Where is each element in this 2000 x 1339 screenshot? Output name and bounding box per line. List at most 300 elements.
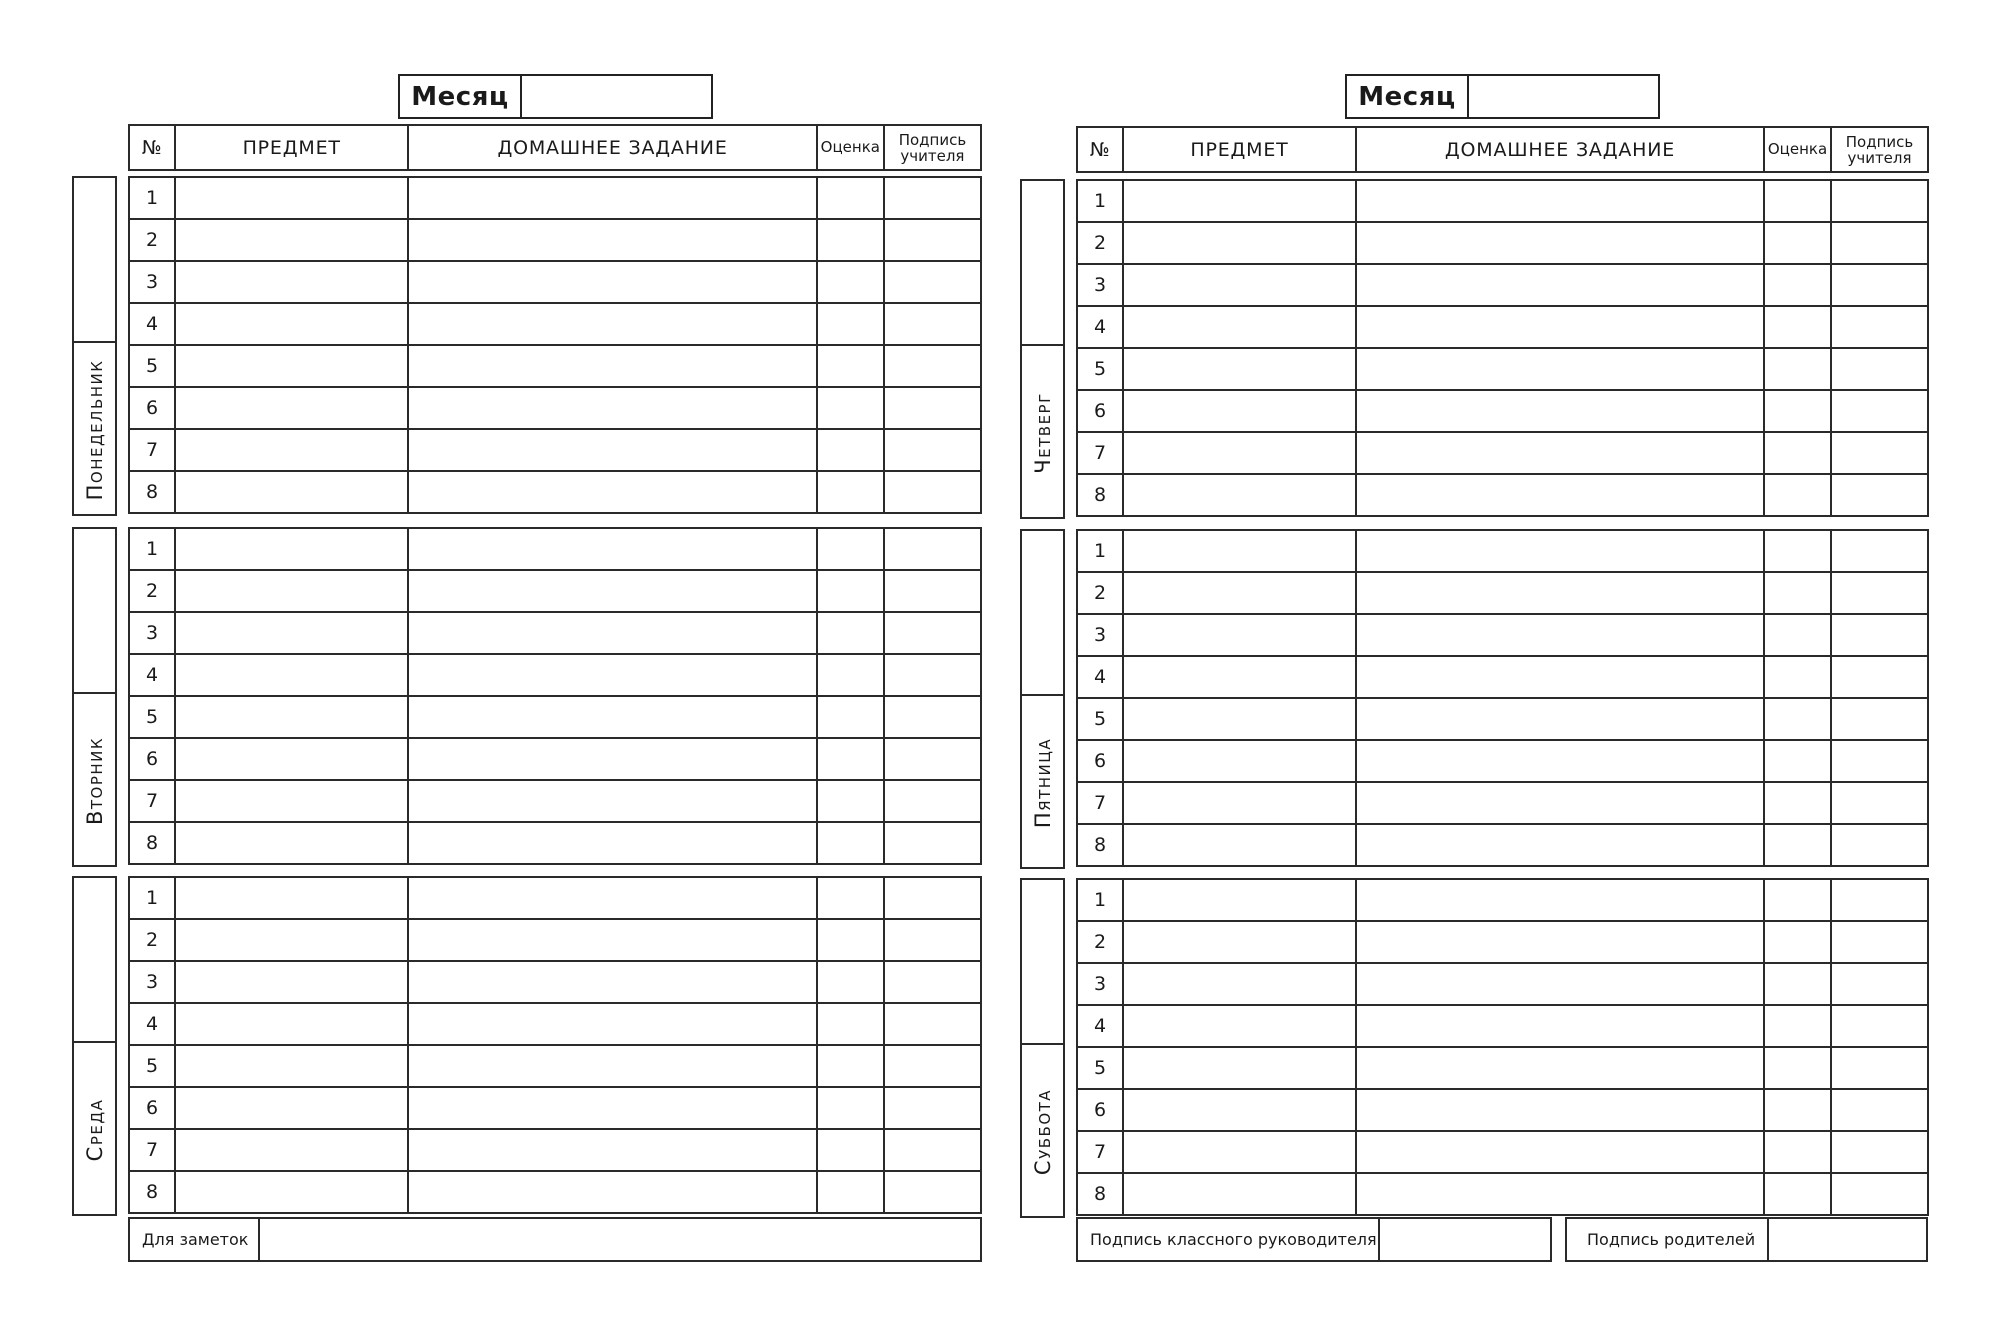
teacher-signature-cell[interactable] — [1831, 1131, 1928, 1173]
subject-cell[interactable] — [175, 1087, 408, 1129]
teacher-signature-cell[interactable] — [1831, 1047, 1928, 1089]
grade-cell[interactable] — [1764, 180, 1831, 222]
lesson-row — [129, 345, 981, 387]
lesson-row — [129, 654, 981, 696]
homework-cell[interactable] — [408, 1003, 816, 1045]
grade-cell[interactable] — [817, 387, 884, 429]
header-teacher-signature — [884, 125, 981, 170]
subject-cell[interactable] — [175, 177, 408, 219]
teacher-signature-cell[interactable] — [1831, 306, 1928, 348]
homework-cell[interactable] — [408, 471, 816, 513]
day-tab — [72, 527, 117, 867]
subject-cell[interactable] — [1123, 698, 1356, 740]
grade-cell[interactable] — [1764, 921, 1831, 963]
lesson-number: 4 — [129, 654, 175, 696]
grade-cell[interactable] — [1764, 390, 1831, 432]
grade-cell[interactable] — [817, 1003, 884, 1045]
grade-cell[interactable] — [817, 961, 884, 1003]
lesson-number: 3 — [129, 612, 175, 654]
grade-cell[interactable] — [1764, 782, 1831, 824]
teacher-signature-cell[interactable] — [1831, 698, 1928, 740]
header-subject: ПРЕДМЕТ — [1123, 127, 1356, 172]
lesson-number: 4 — [129, 1003, 175, 1045]
subject-cell[interactable] — [1123, 740, 1356, 782]
parents-signature-input[interactable] — [1769, 1219, 1926, 1260]
teacher-signature-cell[interactable] — [884, 1129, 981, 1171]
day-tab-divider — [74, 1041, 115, 1043]
grade-cell[interactable] — [1764, 1047, 1831, 1089]
homework-cell[interactable] — [1356, 1173, 1764, 1215]
grade-cell[interactable] — [1764, 572, 1831, 614]
subject-cell[interactable] — [175, 471, 408, 513]
grade-cell[interactable] — [817, 528, 884, 570]
grade-cell[interactable] — [817, 219, 884, 261]
teacher-signature-cell[interactable] — [884, 1045, 981, 1087]
lesson-row — [1077, 306, 1928, 348]
homework-cell[interactable] — [1356, 180, 1764, 222]
grade-cell[interactable] — [1764, 474, 1831, 516]
subject-cell[interactable] — [1123, 963, 1356, 1005]
homework-cell[interactable] — [1356, 963, 1764, 1005]
lesson-row — [129, 961, 981, 1003]
teacher-signature-cell[interactable] — [884, 219, 981, 261]
grade-cell[interactable] — [817, 429, 884, 471]
subject-cell[interactable] — [175, 738, 408, 780]
subject-cell[interactable] — [175, 345, 408, 387]
lesson-number: 5 — [129, 1045, 175, 1087]
grade-cell[interactable] — [1764, 348, 1831, 390]
grade-cell[interactable] — [817, 261, 884, 303]
lesson-row — [1077, 180, 1928, 222]
lesson-row — [1077, 1089, 1928, 1131]
header-teacher-signature — [1831, 127, 1928, 172]
lesson-row — [129, 822, 981, 864]
lesson-number: 5 — [1077, 348, 1123, 390]
lesson-row — [129, 177, 981, 219]
homework-cell[interactable] — [408, 822, 816, 864]
grade-cell[interactable] — [1764, 824, 1831, 866]
class-teacher-signature-label: Подпись классного руководителя — [1078, 1219, 1380, 1260]
subject-cell[interactable] — [1123, 921, 1356, 963]
lesson-row — [1077, 879, 1928, 921]
parents-signature-box — [1565, 1217, 1928, 1262]
lesson-number: 3 — [1077, 614, 1123, 656]
lesson-number: 7 — [1077, 432, 1123, 474]
homework-cell[interactable] — [1356, 306, 1764, 348]
teacher-signature-cell[interactable] — [884, 738, 981, 780]
teacher-signature-cell[interactable] — [1831, 348, 1928, 390]
teacher-signature-cell[interactable] — [884, 387, 981, 429]
notes-input[interactable] — [260, 1219, 980, 1260]
grade-cell[interactable] — [1764, 1173, 1831, 1215]
subject-cell[interactable] — [1123, 824, 1356, 866]
grade-cell[interactable] — [817, 303, 884, 345]
month-input-right[interactable] — [1469, 76, 1658, 117]
grade-cell[interactable] — [817, 612, 884, 654]
grade-cell[interactable] — [817, 1087, 884, 1129]
homework-cell[interactable] — [1356, 432, 1764, 474]
subject-cell[interactable] — [1123, 614, 1356, 656]
homework-cell[interactable] — [408, 219, 816, 261]
lesson-number: 1 — [1077, 879, 1123, 921]
lesson-row — [1077, 656, 1928, 698]
teacher-signature-cell[interactable] — [1831, 963, 1928, 1005]
lesson-row — [1077, 1005, 1928, 1047]
grade-cell[interactable] — [817, 1045, 884, 1087]
subject-cell[interactable] — [1123, 1131, 1356, 1173]
lesson-number: 5 — [1077, 1047, 1123, 1089]
homework-cell[interactable] — [408, 696, 816, 738]
grade-cell[interactable] — [1764, 306, 1831, 348]
homework-cell[interactable] — [408, 570, 816, 612]
lesson-number: 3 — [129, 961, 175, 1003]
homework-cell[interactable] — [408, 528, 816, 570]
homework-cell[interactable] — [1356, 530, 1764, 572]
homework-cell[interactable] — [408, 877, 816, 919]
homework-cell[interactable] — [1356, 1131, 1764, 1173]
header-signature-line1: Подпись — [1845, 132, 1914, 151]
day-name: Четверг — [1030, 391, 1055, 474]
homework-cell[interactable] — [408, 1171, 816, 1213]
month-box-left — [398, 74, 713, 119]
homework-cell[interactable] — [408, 303, 816, 345]
homework-cell[interactable] — [1356, 782, 1764, 824]
teacher-signature-cell[interactable] — [884, 471, 981, 513]
subject-cell[interactable] — [175, 696, 408, 738]
teacher-signature-cell[interactable] — [884, 961, 981, 1003]
day-tab — [1020, 529, 1065, 869]
subject-cell[interactable] — [1123, 1089, 1356, 1131]
teacher-signature-cell[interactable] — [884, 177, 981, 219]
subject-cell[interactable] — [175, 219, 408, 261]
subject-cell[interactable] — [175, 1129, 408, 1171]
subject-cell[interactable] — [1123, 306, 1356, 348]
grade-cell[interactable] — [1764, 1089, 1831, 1131]
teacher-signature-cell[interactable] — [884, 877, 981, 919]
teacher-signature-cell[interactable] — [1831, 474, 1928, 516]
lesson-number: 7 — [129, 1129, 175, 1171]
teacher-signature-cell[interactable] — [884, 570, 981, 612]
homework-cell[interactable] — [408, 738, 816, 780]
subject-cell[interactable] — [175, 528, 408, 570]
lesson-number: 2 — [1077, 921, 1123, 963]
lesson-number: 1 — [129, 877, 175, 919]
teacher-signature-cell[interactable] — [884, 1087, 981, 1129]
month-label-left: Месяц — [400, 76, 522, 117]
grade-cell[interactable] — [817, 570, 884, 612]
lesson-row — [129, 738, 981, 780]
teacher-signature-cell[interactable] — [884, 261, 981, 303]
grade-cell[interactable] — [1764, 530, 1831, 572]
lesson-row — [1077, 824, 1928, 866]
grade-cell[interactable] — [817, 177, 884, 219]
teacher-signature-cell[interactable] — [1831, 740, 1928, 782]
lesson-number: 4 — [1077, 656, 1123, 698]
month-box-right — [1345, 74, 1660, 119]
homework-cell[interactable] — [1356, 264, 1764, 306]
homework-cell[interactable] — [1356, 656, 1764, 698]
lesson-row — [1077, 530, 1928, 572]
teacher-signature-cell[interactable] — [1831, 530, 1928, 572]
day-tab-divider — [1022, 694, 1063, 696]
subject-cell[interactable] — [1123, 530, 1356, 572]
teacher-signature-cell[interactable] — [1831, 879, 1928, 921]
lesson-row — [129, 919, 981, 961]
notes-label: Для заметок — [130, 1219, 260, 1260]
subject-cell[interactable] — [1123, 782, 1356, 824]
lesson-number: 6 — [1077, 740, 1123, 782]
lesson-row — [129, 387, 981, 429]
teacher-signature-cell[interactable] — [1831, 390, 1928, 432]
homework-cell[interactable] — [1356, 390, 1764, 432]
lesson-number: 5 — [1077, 698, 1123, 740]
subject-cell[interactable] — [1123, 1047, 1356, 1089]
subject-cell[interactable] — [175, 570, 408, 612]
lesson-row — [129, 1129, 981, 1171]
teacher-signature-cell[interactable] — [1831, 824, 1928, 866]
lesson-number: 2 — [129, 919, 175, 961]
month-input-left[interactable] — [522, 76, 711, 117]
teacher-signature-cell[interactable] — [1831, 614, 1928, 656]
homework-cell[interactable] — [408, 919, 816, 961]
day-lessons-table — [128, 876, 982, 1214]
grade-cell[interactable] — [817, 738, 884, 780]
homework-cell[interactable] — [1356, 614, 1764, 656]
day-name: Понедельник — [82, 359, 107, 500]
lesson-row — [1077, 698, 1928, 740]
month-label-right: Месяц — [1347, 76, 1469, 117]
subject-cell[interactable] — [175, 877, 408, 919]
lesson-row — [1077, 222, 1928, 264]
teacher-signature-cell[interactable] — [884, 919, 981, 961]
grade-cell[interactable] — [1764, 614, 1831, 656]
grade-cell[interactable] — [817, 780, 884, 822]
teacher-signature-cell[interactable] — [1831, 1005, 1928, 1047]
homework-cell[interactable] — [408, 1129, 816, 1171]
homework-cell[interactable] — [408, 612, 816, 654]
teacher-signature-cell[interactable] — [1831, 180, 1928, 222]
grade-cell[interactable] — [817, 696, 884, 738]
grade-cell[interactable] — [1764, 740, 1831, 782]
day-lessons-table — [128, 176, 982, 514]
header-row-right — [1076, 126, 1929, 173]
teacher-signature-cell[interactable] — [1831, 656, 1928, 698]
lesson-number: 8 — [1077, 474, 1123, 516]
day-tab — [1020, 878, 1065, 1218]
lesson-row — [129, 612, 981, 654]
lesson-row — [129, 780, 981, 822]
lesson-number: 7 — [1077, 782, 1123, 824]
lesson-row — [129, 261, 981, 303]
lesson-row — [129, 219, 981, 261]
homework-cell[interactable] — [1356, 740, 1764, 782]
day-name: Суббота — [1030, 1088, 1055, 1175]
lesson-number: 4 — [129, 303, 175, 345]
lesson-row — [129, 429, 981, 471]
teacher-signature-cell[interactable] — [884, 654, 981, 696]
subject-cell[interactable] — [175, 1003, 408, 1045]
day-lessons-table — [128, 527, 982, 865]
subject-cell[interactable] — [1123, 572, 1356, 614]
homework-cell[interactable] — [1356, 698, 1764, 740]
homework-cell[interactable] — [1356, 879, 1764, 921]
lesson-row — [129, 1003, 981, 1045]
homework-cell[interactable] — [408, 177, 816, 219]
teacher-signature-cell[interactable] — [1831, 264, 1928, 306]
grade-cell[interactable] — [817, 471, 884, 513]
header-row-left — [128, 124, 982, 171]
homework-cell[interactable] — [1356, 222, 1764, 264]
day-lessons-table — [1076, 878, 1929, 1216]
homework-cell[interactable] — [408, 1087, 816, 1129]
homework-cell[interactable] — [1356, 1005, 1764, 1047]
teacher-signature-cell[interactable] — [1831, 921, 1928, 963]
lesson-number: 2 — [1077, 572, 1123, 614]
homework-cell[interactable] — [408, 387, 816, 429]
subject-cell[interactable] — [175, 654, 408, 696]
subject-cell[interactable] — [175, 919, 408, 961]
teacher-signature-cell[interactable] — [1831, 432, 1928, 474]
homework-cell[interactable] — [408, 429, 816, 471]
teacher-signature-cell[interactable] — [884, 429, 981, 471]
class-teacher-signature-box — [1076, 1217, 1552, 1262]
header-homework: ДОМАШНЕЕ ЗАДАНИЕ — [408, 125, 816, 170]
teacher-signature-cell[interactable] — [1831, 1173, 1928, 1215]
subject-cell[interactable] — [1123, 390, 1356, 432]
homework-cell[interactable] — [1356, 572, 1764, 614]
subject-cell[interactable] — [175, 1045, 408, 1087]
subject-cell[interactable] — [175, 303, 408, 345]
homework-cell[interactable] — [1356, 921, 1764, 963]
lesson-row — [129, 877, 981, 919]
homework-cell[interactable] — [1356, 348, 1764, 390]
subject-cell[interactable] — [1123, 264, 1356, 306]
homework-cell[interactable] — [408, 654, 816, 696]
parents-signature-label: Подпись родителей — [1567, 1219, 1769, 1260]
grade-cell[interactable] — [817, 654, 884, 696]
homework-cell[interactable] — [408, 961, 816, 1003]
lesson-number: 3 — [1077, 963, 1123, 1005]
homework-cell[interactable] — [408, 1045, 816, 1087]
day-tab-divider — [74, 692, 115, 694]
subject-cell[interactable] — [1123, 879, 1356, 921]
subject-cell[interactable] — [175, 387, 408, 429]
grade-cell[interactable] — [1764, 222, 1831, 264]
grade-cell[interactable] — [1764, 264, 1831, 306]
teacher-signature-cell[interactable] — [1831, 572, 1928, 614]
homework-cell[interactable] — [1356, 1047, 1764, 1089]
lesson-number: 7 — [1077, 1131, 1123, 1173]
grade-cell[interactable] — [1764, 1005, 1831, 1047]
teacher-signature-cell[interactable] — [884, 1003, 981, 1045]
day-tab — [1020, 179, 1065, 519]
grade-cell[interactable] — [817, 919, 884, 961]
class-teacher-signature-input[interactable] — [1380, 1219, 1550, 1260]
lesson-number: 6 — [129, 387, 175, 429]
header-subject: ПРЕДМЕТ — [175, 125, 408, 170]
teacher-signature-cell[interactable] — [1831, 782, 1928, 824]
lesson-number: 6 — [1077, 1089, 1123, 1131]
teacher-signature-cell[interactable] — [884, 780, 981, 822]
lesson-number: 2 — [1077, 222, 1123, 264]
lesson-row — [1077, 740, 1928, 782]
grade-cell[interactable] — [817, 877, 884, 919]
subject-cell[interactable] — [1123, 222, 1356, 264]
lesson-number: 6 — [1077, 390, 1123, 432]
lesson-number: 1 — [1077, 180, 1123, 222]
teacher-signature-cell[interactable] — [884, 696, 981, 738]
grade-cell[interactable] — [817, 1171, 884, 1213]
lesson-row — [129, 570, 981, 612]
homework-cell[interactable] — [408, 780, 816, 822]
grade-cell[interactable] — [1764, 432, 1831, 474]
grade-cell[interactable] — [1764, 1131, 1831, 1173]
teacher-signature-cell[interactable] — [884, 822, 981, 864]
homework-cell[interactable] — [408, 345, 816, 387]
subject-cell[interactable] — [175, 822, 408, 864]
homework-cell[interactable] — [1356, 474, 1764, 516]
subject-cell[interactable] — [175, 780, 408, 822]
subject-cell[interactable] — [1123, 1005, 1356, 1047]
lesson-number: 8 — [1077, 824, 1123, 866]
day-tab-divider — [74, 341, 115, 343]
lesson-row — [1077, 614, 1928, 656]
subject-cell[interactable] — [1123, 432, 1356, 474]
subject-cell[interactable] — [1123, 348, 1356, 390]
grade-cell[interactable] — [1764, 879, 1831, 921]
subject-cell[interactable] — [175, 429, 408, 471]
day-tab-divider — [1022, 1043, 1063, 1045]
homework-cell[interactable] — [1356, 824, 1764, 866]
grade-cell[interactable] — [817, 822, 884, 864]
grade-cell[interactable] — [1764, 698, 1831, 740]
homework-cell[interactable] — [1356, 1089, 1764, 1131]
grade-cell[interactable] — [817, 345, 884, 387]
grade-cell[interactable] — [1764, 963, 1831, 1005]
header-signature-line2: учителя — [1847, 148, 1912, 167]
subject-cell[interactable] — [1123, 1173, 1356, 1215]
teacher-signature-cell[interactable] — [1831, 1089, 1928, 1131]
grade-cell[interactable] — [1764, 656, 1831, 698]
lesson-row — [129, 1087, 981, 1129]
header-signature-line2: учителя — [900, 146, 965, 165]
header-grade: Оценка — [817, 125, 884, 170]
subject-cell[interactable] — [175, 961, 408, 1003]
teacher-signature-cell[interactable] — [1831, 222, 1928, 264]
subject-cell[interactable] — [175, 612, 408, 654]
lesson-row — [1077, 572, 1928, 614]
lesson-row — [129, 1045, 981, 1087]
header-num: № — [1077, 127, 1123, 172]
lesson-row — [129, 1171, 981, 1213]
subject-cell[interactable] — [175, 1171, 408, 1213]
subject-cell[interactable] — [175, 261, 408, 303]
teacher-signature-cell[interactable] — [884, 1171, 981, 1213]
subject-cell[interactable] — [1123, 656, 1356, 698]
teacher-signature-cell[interactable] — [884, 612, 981, 654]
subject-cell[interactable] — [1123, 474, 1356, 516]
lesson-number: 1 — [129, 528, 175, 570]
day-name: Пятница — [1030, 737, 1055, 828]
teacher-signature-cell[interactable] — [884, 345, 981, 387]
subject-cell[interactable] — [1123, 180, 1356, 222]
lesson-row — [1077, 432, 1928, 474]
teacher-signature-cell[interactable] — [884, 303, 981, 345]
notes-box — [128, 1217, 982, 1262]
grade-cell[interactable] — [817, 1129, 884, 1171]
teacher-signature-cell[interactable] — [884, 528, 981, 570]
homework-cell[interactable] — [408, 261, 816, 303]
